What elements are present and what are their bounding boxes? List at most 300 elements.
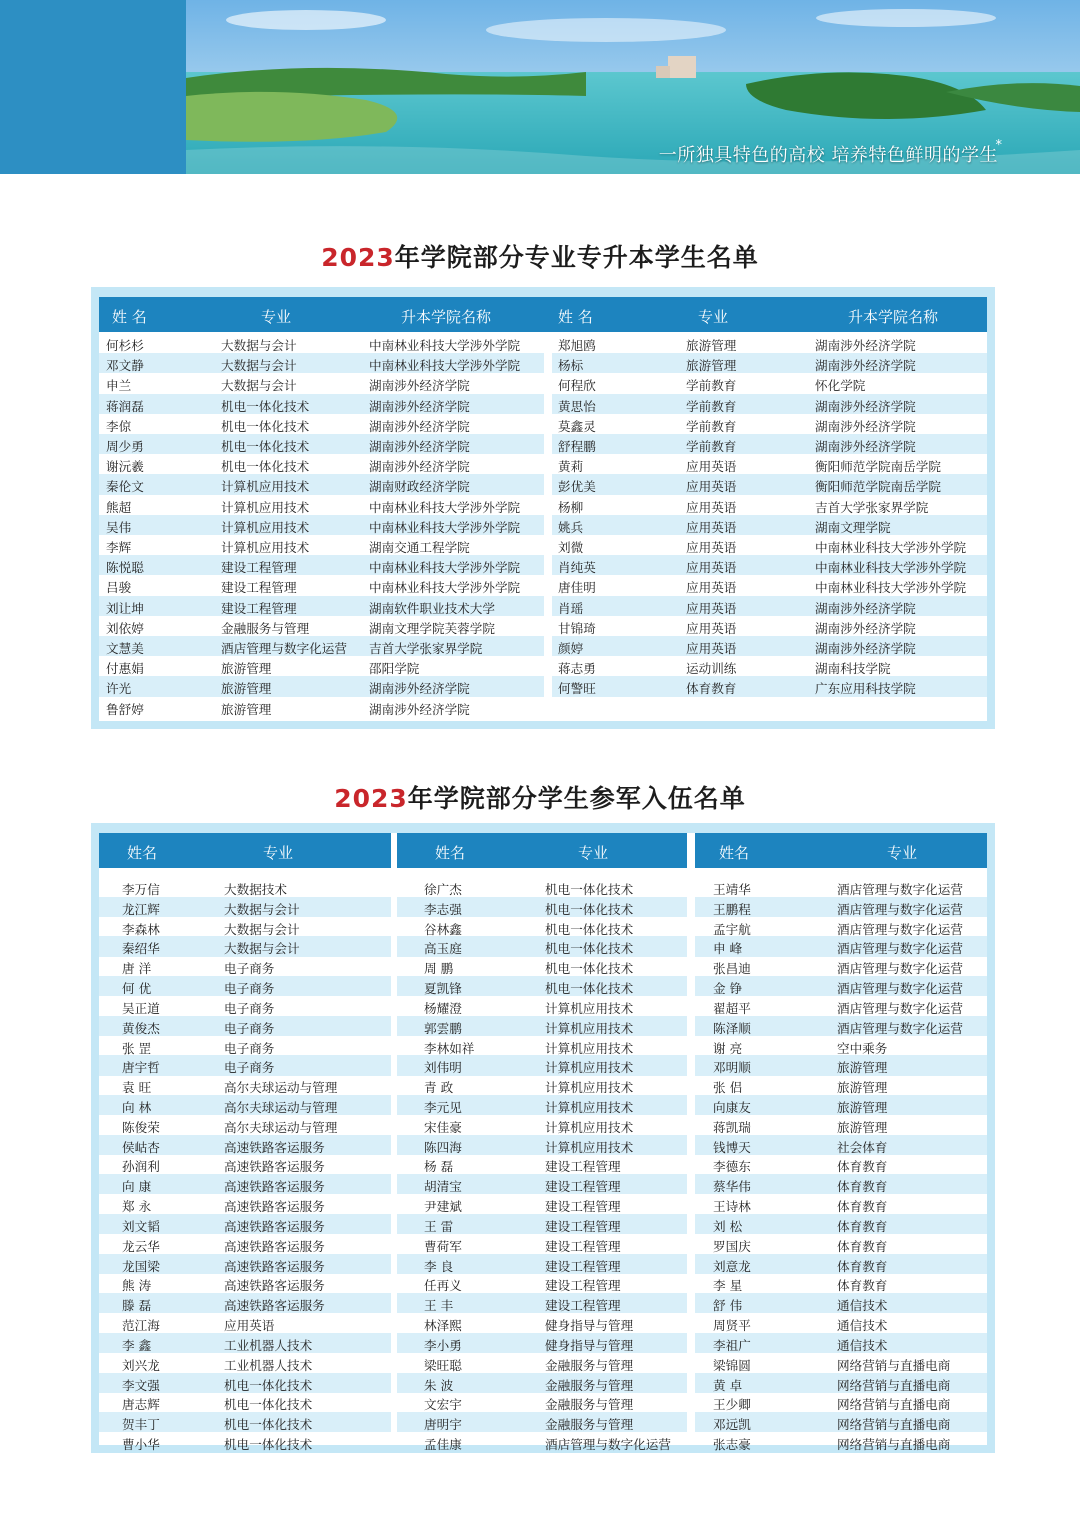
- header-major-2: 专业: [578, 844, 609, 862]
- enlistment-row: [99, 1115, 391, 1135]
- enlistment-row: [695, 1154, 987, 1174]
- student-name: 陈泽顺: [713, 1020, 751, 1036]
- enlistment-row: [695, 1392, 987, 1412]
- student-name: 范江海: [122, 1318, 160, 1334]
- header-name-1: 姓名: [127, 844, 158, 862]
- student-name: 侯岵杏: [122, 1139, 160, 1155]
- student-major: 健身指导与管理: [545, 1318, 634, 1334]
- enlistment-row: [695, 1293, 987, 1313]
- target-college: 湖南软件职业技术大学: [369, 600, 495, 616]
- student-name: 金 铮: [713, 981, 743, 997]
- upgrade-row: [552, 454, 987, 474]
- enlistment-row: [397, 1095, 687, 1115]
- enlistment-row: [99, 1075, 391, 1095]
- student-major: 高速铁路客运服务: [224, 1258, 325, 1274]
- enlistment-header-3: [695, 833, 987, 868]
- student-major: 机电一体化技术: [221, 459, 310, 475]
- upgrade-row: [99, 616, 544, 636]
- student-name: 熊超: [106, 499, 132, 515]
- enlistment-row: [695, 917, 987, 937]
- enlistment-row: [99, 1016, 391, 1036]
- student-major: 应用英语: [686, 560, 737, 576]
- student-major: 应用英语: [224, 1318, 275, 1334]
- student-major: 酒店管理与数字化运营: [221, 641, 347, 656]
- student-major: 电子商务: [224, 1000, 275, 1016]
- enlistment-list-table: [99, 833, 987, 1452]
- enlistment-row: [397, 1412, 687, 1432]
- enlistment-row: [695, 1075, 987, 1095]
- enlistment-row: [99, 1214, 391, 1234]
- enlistment-row: [397, 1016, 687, 1036]
- student-name: 唐明宇: [424, 1417, 462, 1433]
- student-major: 应用英语: [686, 479, 737, 495]
- target-college: 湖南涉外经济学院: [369, 418, 470, 434]
- student-major: 旅游管理: [686, 358, 737, 374]
- enlistment-row: [99, 936, 391, 956]
- student-major: 建设工程管理: [545, 1298, 621, 1314]
- enlistment-row: [99, 996, 391, 1016]
- enlistment-row: [695, 956, 987, 976]
- student-major: 网络营销与直播电商: [837, 1436, 951, 1452]
- student-major: 计算机应用技术: [545, 1040, 634, 1056]
- enlistment-row: [695, 1353, 987, 1373]
- enlistment-header-1: [99, 833, 391, 868]
- student-name: 邓文静: [106, 358, 144, 374]
- student-name: 何杉杉: [106, 338, 144, 353]
- student-major: 计算机应用技术: [545, 1000, 634, 1016]
- student-name: 黄思怡: [558, 398, 596, 414]
- student-major: 电子商务: [224, 1020, 275, 1036]
- student-name: 袁 旺: [122, 1080, 152, 1096]
- student-major: 体育教育: [837, 1199, 888, 1215]
- student-major: 空中乘务: [837, 1040, 888, 1056]
- upgrade-row: [552, 656, 987, 676]
- enlistment-row: [397, 1154, 687, 1174]
- star-icon: *: [995, 138, 1002, 153]
- student-major: 计算机应用技术: [221, 479, 310, 495]
- student-major: 体育教育: [837, 1238, 888, 1254]
- student-major: 建设工程管理: [545, 1179, 621, 1195]
- header-blue-block: [0, 0, 186, 174]
- student-name: 尹建斌: [424, 1199, 462, 1215]
- student-name: 梁锦圆: [713, 1357, 751, 1373]
- student-major: 高速铁路客运服务: [224, 1159, 325, 1175]
- enlistment-row: [397, 897, 687, 917]
- student-name: 唐志辉: [122, 1397, 160, 1413]
- student-name: 朱 波: [424, 1377, 454, 1393]
- enlistment-row: [397, 1135, 687, 1155]
- enlistment-row: [397, 1273, 687, 1293]
- enlistment-row: [695, 897, 987, 917]
- target-college: 中南林业科技大学涉外学院: [369, 499, 521, 515]
- student-major: 机电一体化技术: [545, 961, 634, 977]
- student-name: 谢 亮: [713, 1040, 743, 1056]
- target-college: 湖南涉外经济学院: [369, 681, 470, 697]
- enlistment-row: [695, 1254, 987, 1274]
- enlistment-row: [99, 1055, 391, 1075]
- upgrade-row: [99, 333, 544, 353]
- enlistment-row: [695, 1095, 987, 1115]
- student-major: 大数据与会计: [221, 378, 297, 394]
- enlistment-row: [695, 1313, 987, 1333]
- student-major: 机电一体化技术: [545, 921, 634, 937]
- enlistment-row: [695, 1135, 987, 1155]
- student-major: 电子商务: [224, 1040, 275, 1056]
- student-name: 何 优: [122, 981, 152, 997]
- student-name: 周贤平: [713, 1318, 751, 1334]
- student-name: 李志强: [424, 901, 462, 917]
- student-name: 向康友: [713, 1100, 751, 1116]
- student-major: 酒店管理与数字化运营: [837, 882, 963, 897]
- student-name: 刘依婷: [106, 620, 144, 636]
- student-name: 钱博天: [713, 1139, 751, 1155]
- student-name: 蒋凯瑞: [713, 1119, 751, 1135]
- target-college: 邵阳学院: [369, 661, 420, 677]
- enlistment-row: [397, 1333, 687, 1353]
- student-major: 大数据与会计: [224, 941, 300, 957]
- student-major: 计算机应用技术: [545, 1119, 634, 1135]
- student-name: 周少勇: [106, 439, 144, 454]
- student-name: 吴正道: [122, 1000, 160, 1016]
- student-name: 付惠娟: [106, 661, 144, 677]
- slogan-text: 一所独具特色的高校 培养特色鲜明的学生: [658, 145, 998, 166]
- student-major: 网络营销与直播电商: [837, 1397, 951, 1413]
- student-major: 机电一体化技术: [224, 1397, 313, 1413]
- student-major: 学前教育: [686, 378, 737, 394]
- enlistment-row: [695, 976, 987, 996]
- upgrade-row: [99, 353, 544, 373]
- student-major: 工业机器人技术: [224, 1357, 313, 1373]
- upgrade-row: [99, 656, 544, 676]
- student-name: 刘让坤: [106, 600, 144, 616]
- enlistment-row: [397, 976, 687, 996]
- student-major: 高速铁路客运服务: [224, 1139, 325, 1155]
- student-major: 学前教育: [686, 418, 737, 434]
- student-name: 何程欣: [558, 378, 596, 394]
- target-college: 湖南涉外经济学院: [815, 620, 916, 636]
- enlistment-row: [695, 1373, 987, 1393]
- enlistment-row: [99, 1313, 391, 1333]
- student-name: 孟佳康: [424, 1436, 462, 1452]
- student-major: 体育教育: [837, 1278, 888, 1294]
- student-major: 高速铁路客运服务: [224, 1298, 325, 1314]
- enlistment-row: [397, 996, 687, 1016]
- target-college: 湖南涉外经济学院: [815, 398, 916, 414]
- student-name: 蒋润磊: [106, 398, 144, 414]
- student-major: 旅游管理: [686, 338, 737, 353]
- student-major: 机电一体化技术: [221, 398, 310, 414]
- student-name: 申兰: [106, 378, 132, 394]
- student-major: 建设工程管理: [545, 1159, 621, 1175]
- student-major: 应用英语: [686, 519, 737, 535]
- upgrade-row: [552, 414, 987, 434]
- student-major: 大数据与会计: [224, 901, 300, 917]
- student-name: 何警旺: [558, 681, 596, 697]
- student-major: 高速铁路客运服务: [224, 1179, 325, 1195]
- enlistment-row: [99, 1095, 391, 1115]
- student-major: 高速铁路客运服务: [224, 1199, 325, 1215]
- student-name: 曹小华: [122, 1436, 160, 1452]
- student-major: 健身指导与管理: [545, 1337, 634, 1353]
- enlistment-row: [695, 1055, 987, 1075]
- student-major: 建设工程管理: [221, 600, 297, 616]
- upgrade-row: [99, 454, 544, 474]
- target-college: 湖南文理学院芙蓉学院: [369, 620, 495, 636]
- student-name: 张 罡: [122, 1040, 152, 1056]
- student-major: 高速铁路客运服务: [224, 1218, 325, 1234]
- student-name: 谢沅羲: [106, 459, 144, 475]
- enlistment-row: [695, 936, 987, 956]
- target-college: 中南林业科技大学涉外学院: [369, 519, 521, 535]
- upgrade-row: [99, 434, 544, 454]
- enlistment-row: [99, 1234, 391, 1254]
- table2-title-text: 年学院部分学生参军入伍名单: [407, 784, 746, 813]
- enlistment-row: [397, 936, 687, 956]
- upgrade-row: [552, 596, 987, 616]
- student-name: 莫鑫灵: [558, 418, 596, 434]
- student-name: 青 政: [424, 1080, 454, 1096]
- target-college: 湖南科技学院: [815, 661, 891, 677]
- enlistment-row: [397, 1432, 687, 1452]
- enlistment-row: [99, 1412, 391, 1432]
- student-name: 王靖华: [713, 882, 751, 897]
- student-name: 孙润利: [122, 1159, 160, 1175]
- student-major: 体育教育: [837, 1159, 888, 1175]
- enlistment-row: [397, 1254, 687, 1274]
- student-name: 李 鑫: [122, 1337, 152, 1353]
- student-major: 学前教育: [686, 439, 737, 454]
- student-name: 李 良: [424, 1258, 454, 1274]
- enlistment-row: [397, 956, 687, 976]
- student-major: 应用英语: [686, 641, 737, 656]
- student-major: 旅游管理: [221, 681, 272, 697]
- student-name: 龙国梁: [122, 1258, 160, 1274]
- enlistment-row: [695, 996, 987, 1016]
- enlistment-row: [397, 1194, 687, 1214]
- student-name: 李德东: [713, 1159, 751, 1175]
- student-major: 计算机应用技术: [545, 1080, 634, 1096]
- student-name: 李小勇: [424, 1337, 462, 1353]
- table1-title-text: 年学院部分专业专升本学生名单: [394, 243, 759, 272]
- student-major: 建设工程管理: [545, 1238, 621, 1254]
- upgrade-row: [99, 636, 544, 656]
- student-major: 建设工程管理: [221, 580, 297, 596]
- enlistment-row: [397, 1075, 687, 1095]
- enlistment-row: [695, 1412, 987, 1432]
- student-major: 电子商务: [224, 981, 275, 997]
- student-name: 文宏宇: [424, 1397, 462, 1413]
- student-name: 杨 磊: [424, 1159, 454, 1175]
- student-major: 旅游管理: [837, 1080, 888, 1096]
- upgrade-row: [552, 333, 987, 353]
- enlistment-row: [99, 976, 391, 996]
- upgrade-table-header: [99, 297, 987, 332]
- student-name: 杨耀澄: [424, 1000, 462, 1016]
- student-name: 唐佳明: [558, 580, 596, 596]
- student-name: 李 星: [713, 1278, 743, 1294]
- header-name-right: 姓 名: [558, 308, 593, 326]
- student-major: 机电一体化技术: [545, 981, 634, 997]
- enlistment-row: [99, 917, 391, 937]
- student-major: 通信技术: [837, 1298, 888, 1314]
- student-major: 应用英语: [686, 499, 737, 515]
- student-name: 秦绍华: [122, 941, 160, 957]
- student-name: 郑 永: [122, 1199, 152, 1215]
- student-name: 龙云华: [122, 1238, 160, 1254]
- student-name: 任再义: [424, 1278, 462, 1294]
- enlistment-row: [397, 877, 687, 897]
- student-name: 翟超平: [713, 1000, 751, 1016]
- target-college: 中南林业科技大学涉外学院: [369, 560, 521, 576]
- student-name: 邓远凯: [713, 1417, 751, 1433]
- student-name: 刘意龙: [713, 1258, 751, 1274]
- enlistment-row: [99, 877, 391, 897]
- enlistment-row: [397, 917, 687, 937]
- student-major: 计算机应用技术: [221, 540, 310, 555]
- student-major: 旅游管理: [837, 1100, 888, 1116]
- target-college: 湖南涉外经济学院: [369, 398, 470, 414]
- student-name: 张 侣: [713, 1080, 743, 1096]
- enlistment-row: [397, 1115, 687, 1135]
- student-name: 肖瑶: [558, 600, 584, 616]
- student-name: 周 鹏: [424, 961, 454, 977]
- enlistment-row: [695, 1194, 987, 1214]
- student-name: 杨标: [558, 358, 584, 374]
- student-name: 蒋志勇: [558, 661, 596, 677]
- student-major: 电子商务: [224, 961, 275, 977]
- target-college: 衡阳师范学院南岳学院: [815, 459, 941, 475]
- student-name: 舒程鹏: [558, 439, 596, 454]
- student-major: 学前教育: [686, 398, 737, 414]
- student-major: 金融服务与管理: [545, 1357, 634, 1373]
- enlistment-row: [99, 1174, 391, 1194]
- student-name: 林泽熙: [424, 1318, 462, 1334]
- header-major-1: 专业: [263, 844, 294, 862]
- upgrade-row: [99, 474, 544, 494]
- target-college: 湖南涉外经济学院: [369, 439, 470, 454]
- target-college: 中南林业科技大学涉外学院: [815, 560, 967, 576]
- student-name: 李元见: [424, 1100, 462, 1116]
- student-major: 电子商务: [224, 1060, 275, 1076]
- student-name: 吕骏: [106, 580, 132, 596]
- student-major: 酒店管理与数字化运营: [837, 961, 963, 977]
- student-name: 舒 伟: [713, 1298, 743, 1314]
- student-name: 刘 松: [713, 1218, 743, 1234]
- student-name: 刘微: [558, 540, 584, 555]
- student-major: 大数据与会计: [221, 338, 297, 353]
- student-major: 旅游管理: [837, 1119, 888, 1135]
- header-name-3: 姓名: [719, 844, 750, 862]
- student-major: 机电一体化技术: [545, 941, 634, 957]
- student-major: 网络营销与直播电商: [837, 1357, 951, 1373]
- enlistment-row: [695, 1214, 987, 1234]
- student-name: 王鹏程: [713, 901, 751, 917]
- student-name: 鲁舒婷: [106, 701, 144, 717]
- upgrade-row: [552, 353, 987, 373]
- upgrade-row: [99, 373, 544, 393]
- student-name: 李辉: [106, 540, 132, 555]
- student-major: 机电一体化技术: [545, 901, 634, 917]
- student-major: 体育教育: [686, 681, 737, 697]
- student-major: 计算机应用技术: [221, 499, 310, 515]
- enlistment-row: [397, 1055, 687, 1075]
- upgrade-row: [99, 575, 544, 595]
- enlistment-row: [99, 1254, 391, 1274]
- student-name: 黄莉: [558, 459, 584, 475]
- student-name: 王少卿: [713, 1397, 751, 1413]
- student-name: 李文强: [122, 1377, 160, 1393]
- upgrade-row: [552, 515, 987, 535]
- target-college: 中南林业科技大学涉外学院: [369, 338, 521, 353]
- target-college: 湖南财政经济学院: [369, 479, 470, 495]
- student-major: 计算机应用技术: [545, 1020, 634, 1036]
- student-major: 应用英语: [686, 620, 737, 636]
- student-major: 机电一体化技术: [224, 1417, 313, 1433]
- header-name-2: 姓名: [435, 844, 466, 862]
- table2-title: [0, 779, 1080, 815]
- enlistment-row: [695, 1016, 987, 1036]
- student-name: 李倞: [106, 418, 132, 434]
- table1-title-year: 2023: [321, 243, 395, 272]
- student-major: 金融服务与管理: [221, 620, 310, 636]
- student-name: 孟宇航: [713, 921, 751, 937]
- student-name: 唐 洋: [122, 961, 152, 977]
- student-name: 吴伟: [106, 519, 132, 535]
- upgrade-row: [99, 515, 544, 535]
- student-name: 杨柳: [558, 499, 584, 515]
- student-name: 颜婷: [558, 641, 584, 656]
- upgrade-row: [99, 596, 544, 616]
- student-name: 许光: [106, 681, 132, 697]
- target-college: 衡阳师范学院南岳学院: [815, 479, 941, 495]
- target-college: 湖南文理学院: [815, 519, 891, 535]
- student-major: 体育教育: [837, 1258, 888, 1274]
- student-major: 机电一体化技术: [221, 418, 310, 434]
- enlistment-row: [99, 956, 391, 976]
- student-name: 贺丰丁: [122, 1417, 160, 1433]
- student-name: 黄 卓: [713, 1377, 743, 1393]
- student-major: 旅游管理: [221, 701, 272, 717]
- target-college: 怀化学院: [815, 378, 866, 394]
- student-name: 文慧美: [106, 641, 144, 656]
- student-major: 通信技术: [837, 1337, 888, 1353]
- student-major: 体育教育: [837, 1218, 888, 1234]
- upgrade-row: [552, 616, 987, 636]
- student-name: 陈俊荣: [122, 1119, 160, 1135]
- enlistment-row: [695, 1273, 987, 1293]
- student-major: 机电一体化技术: [545, 882, 634, 897]
- enlistment-row: [397, 1234, 687, 1254]
- student-name: 甘锦琦: [558, 620, 596, 636]
- upgrade-row: [99, 697, 544, 717]
- student-name: 蔡华伟: [713, 1179, 751, 1195]
- table1-title: [0, 238, 1080, 274]
- student-major: 建设工程管理: [545, 1199, 621, 1215]
- target-college: 湖南涉外经济学院: [369, 378, 470, 394]
- student-name: 滕 磊: [122, 1298, 152, 1314]
- student-major: 金融服务与管理: [545, 1377, 634, 1393]
- student-name: 刘文韬: [122, 1218, 160, 1234]
- target-college: 湖南涉外经济学院: [369, 701, 470, 717]
- student-name: 刘伟明: [424, 1060, 462, 1076]
- student-name: 张志豪: [713, 1436, 751, 1452]
- enlistment-row: [695, 1174, 987, 1194]
- student-major: 建设工程管理: [545, 1218, 621, 1234]
- enlistment-row: [695, 1234, 987, 1254]
- upgrade-list-table: [99, 297, 987, 721]
- student-name: 谷林鑫: [424, 921, 462, 937]
- student-major: 建设工程管理: [221, 560, 297, 576]
